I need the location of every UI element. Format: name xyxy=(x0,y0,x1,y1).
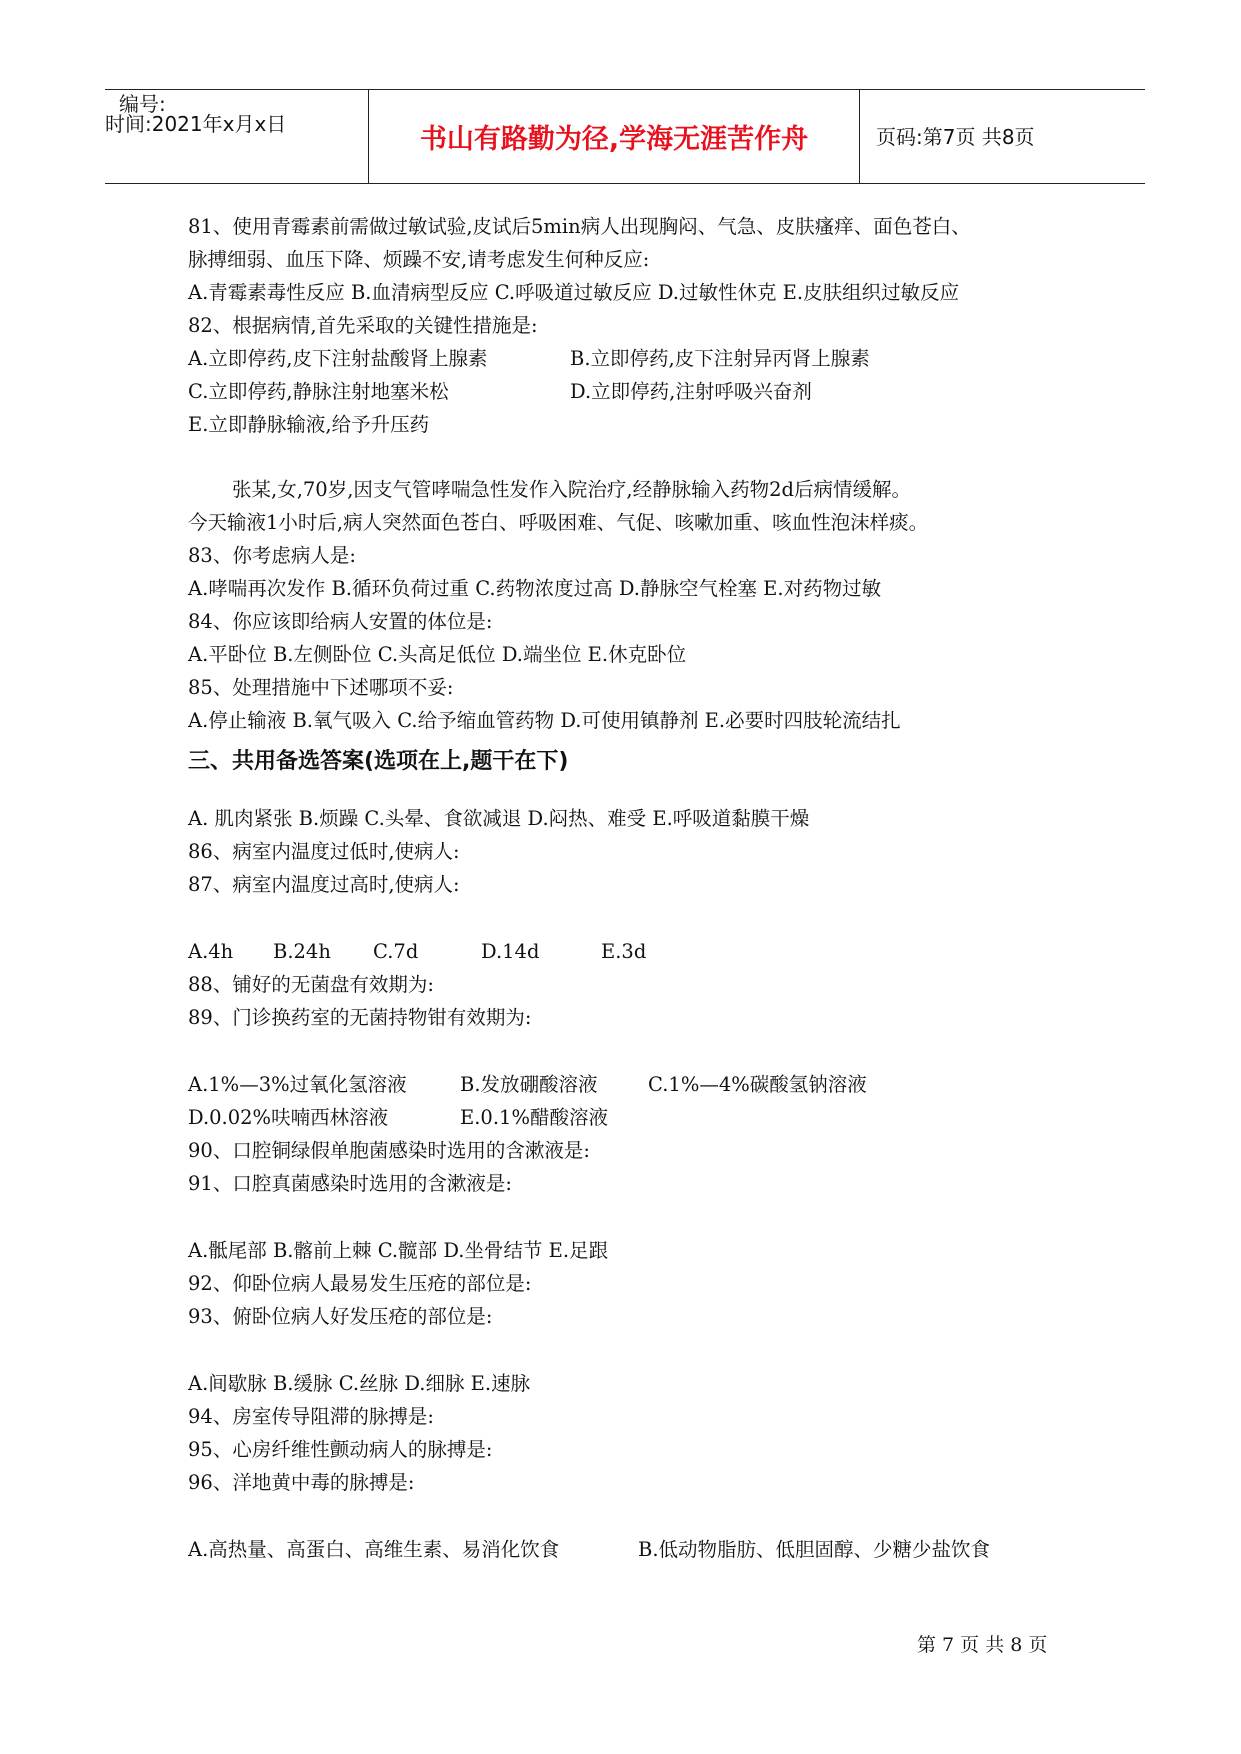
question-82-option-b: B.立即停药,皮下注射异丙肾上腺素 xyxy=(570,347,870,370)
group-2-options xyxy=(188,935,1088,968)
question-89: 89、门诊换药室的无菌持物钳有效期为: xyxy=(188,1006,532,1029)
section-heading: 三、共用备选答案(选项在上,题干在下) xyxy=(188,749,569,774)
spacer xyxy=(188,441,1088,473)
question-85-options: A.停止输液 B.氧气吸入 C.给予缩血管药物 D.可使用镇静剂 E.必要时四肢轮流结扎 xyxy=(188,709,901,732)
page-footer: 第 7 页 共 8 页 xyxy=(917,1634,1048,1656)
question-88: 88、铺好的无菌盘有效期为: xyxy=(188,973,434,996)
document-number-label: 编号: xyxy=(119,92,166,116)
question-92: 92、仰卧位病人最易发生压疮的部位是: xyxy=(188,1272,532,1295)
group-2-option-d: D.14d xyxy=(481,940,540,963)
group-5-options: A.间歇脉 B.缓脉 C.丝脉 D.细脉 E.速脉 xyxy=(188,1372,531,1395)
question-90: 90、口腔铜绿假单胞菌感染时选用的含漱液是: xyxy=(188,1139,590,1162)
group-4-options: A.骶尾部 B.髂前上棘 C.髋部 D.坐骨结节 E.足跟 xyxy=(188,1239,609,1262)
group-2-option-b: B.24h xyxy=(273,940,331,963)
group-3-option-b: B.发放硼酸溶液 xyxy=(460,1073,598,1096)
group-2-option-c: C.7d xyxy=(373,940,419,963)
spacer xyxy=(188,1499,1088,1533)
header-info-cell xyxy=(105,90,368,183)
group-3-option-d: D.0.02%呋喃西林溶液 xyxy=(188,1106,389,1129)
document-body xyxy=(188,210,1088,1566)
group-6-option-b: B.低动物脂肪、低胆固醇、少糖少盐饮食 xyxy=(638,1538,991,1561)
question-87: 87、病室内温度过高时,使病人: xyxy=(188,873,460,896)
case-description-line1: 张某,女,70岁,因支气管哮喘急性发作入院治疗,经静脉输入药物2d后病情缓解。 xyxy=(232,478,911,501)
group-3-options-row2 xyxy=(188,1101,1088,1134)
question-96: 96、洋地黄中毒的脉搏是: xyxy=(188,1471,415,1494)
question-84-stem: 84、你应该即给病人安置的体位是: xyxy=(188,610,493,633)
question-85-stem: 85、处理措施中下述哪项不妥: xyxy=(188,676,454,699)
document-time-label: 时间:2021年x月x日 xyxy=(105,112,287,136)
group-3-option-a: A.1%—3%过氧化氢溶液 xyxy=(188,1073,407,1096)
question-84-options: A.平卧位 B.左侧卧位 C.头高足低位 D.端坐位 E.休克卧位 xyxy=(188,643,687,666)
case-description-line2: 今天输液1小时后,病人突然面色苍白、呼吸困难、气促、咳嗽加重、咳血性泡沫样痰。 xyxy=(188,511,929,534)
group-3-option-c: C.1%—4%碳酸氢钠溶液 xyxy=(648,1073,867,1096)
question-81-line1: 81、使用青霉素前需做过敏试验,皮试后5min病人出现胸闷、气急、皮肤瘙痒、面色苍白、 xyxy=(188,215,971,238)
group-2-option-a: A.4h xyxy=(188,940,234,963)
spacer xyxy=(188,1200,1088,1234)
spacer xyxy=(188,1333,1088,1367)
question-82-options-row1 xyxy=(188,342,1088,375)
header-motto-cell xyxy=(368,90,860,183)
question-95: 95、心房纤维性颤动病人的脉搏是: xyxy=(188,1438,493,1461)
question-82-option-e: E.立即静脉输液,给予升压药 xyxy=(188,413,430,436)
question-82-options-row2 xyxy=(188,375,1088,408)
question-83-options: A.哮喘再次发作 B.循环负荷过重 C.药物浓度过高 D.静脉空气栓塞 E.对药物过敏 xyxy=(188,577,882,600)
group-6-options xyxy=(188,1533,1088,1566)
question-94: 94、房室传导阻滞的脉搏是: xyxy=(188,1405,434,1428)
spacer xyxy=(188,901,1088,935)
header-page-cell xyxy=(860,90,1145,183)
page-header xyxy=(105,89,1145,184)
question-81-line2: 脉搏细弱、血压下降、烦躁不安,请考虑发生何种反应: xyxy=(188,248,650,271)
question-82-option-d: D.立即停药,注射呼吸兴奋剂 xyxy=(570,380,812,403)
question-91: 91、口腔真菌感染时选用的含漱液是: xyxy=(188,1172,512,1195)
header-motto: 书山有路勤为径,学海无涯苦作舟 xyxy=(419,124,809,155)
question-83-stem: 83、你考虑病人是: xyxy=(188,544,356,567)
group-3-option-e: E.0.1%醋酸溶液 xyxy=(460,1106,608,1129)
group-1-options: A. 肌肉紧张 B.烦躁 C.头晕、食欲减退 D.闷热、难受 E.呼吸道黏膜干燥 xyxy=(188,807,810,830)
spacer xyxy=(188,1034,1088,1068)
question-81-options: A.青霉素毒性反应 B.血清病型反应 C.呼吸道过敏反应 D.过敏性休克 E.皮肤组织过敏反应 xyxy=(188,281,960,304)
question-93: 93、俯卧位病人好发压疮的部位是: xyxy=(188,1305,493,1328)
question-82-option-c: C.立即停药,静脉注射地塞米松 xyxy=(188,380,449,403)
group-6-option-a: A.高热量、高蛋白、高维生素、易消化饮食 xyxy=(188,1538,560,1561)
question-86: 86、病室内温度过低时,使病人: xyxy=(188,840,460,863)
header-page-label: 页码:第7页 共8页 xyxy=(876,125,1035,149)
group-2-option-e: E.3d xyxy=(601,940,647,963)
group-3-options-row1 xyxy=(188,1068,1088,1101)
question-82-stem: 82、根据病情,首先采取的关键性措施是: xyxy=(188,314,538,337)
question-82-option-a: A.立即停药,皮下注射盐酸肾上腺素 xyxy=(188,347,488,370)
